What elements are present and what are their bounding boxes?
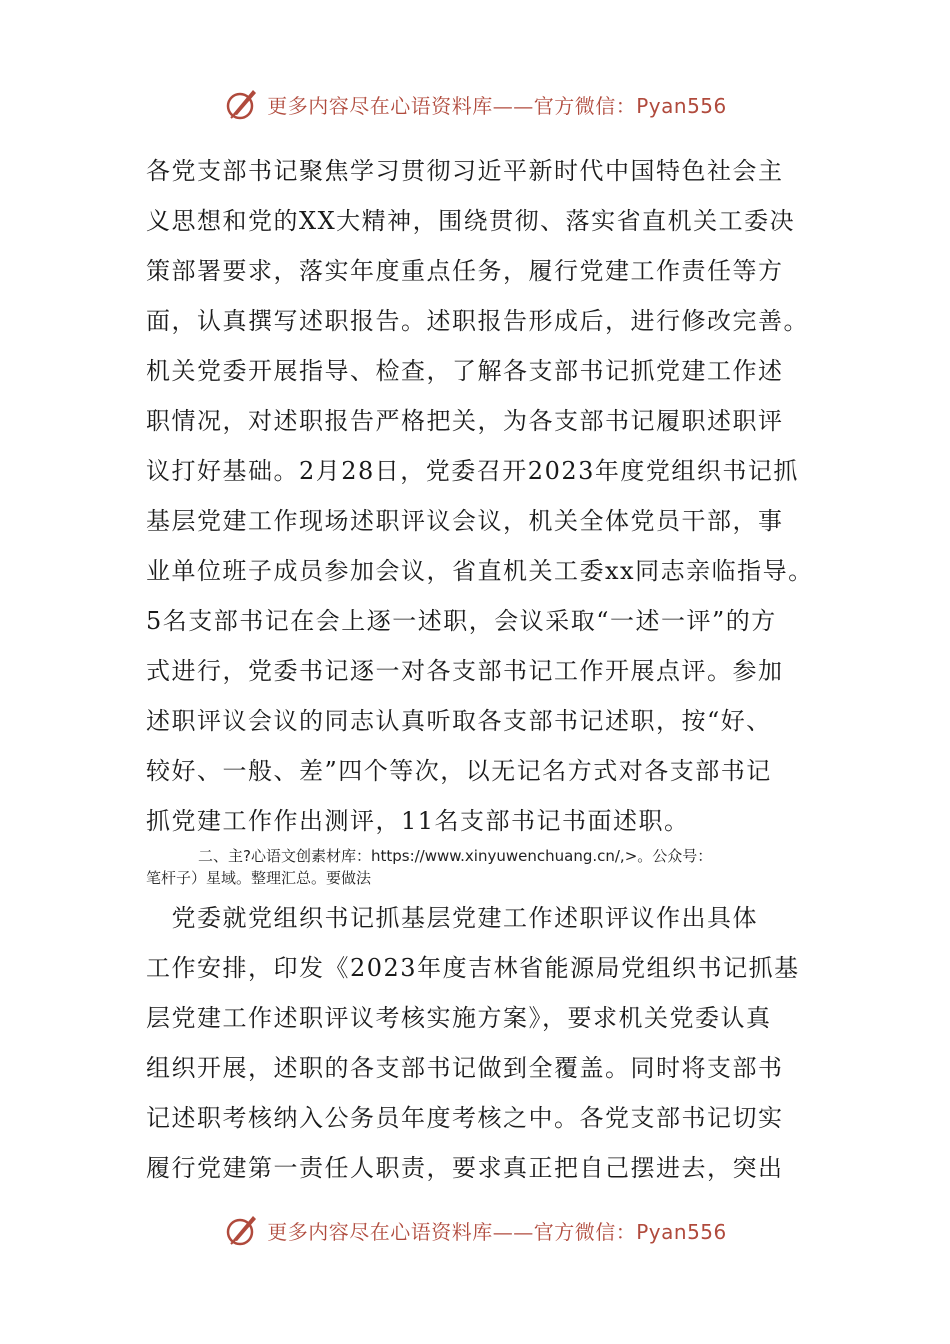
text-line: 职情况，对述职报告严格把关，为各支部书记履职述职评 bbox=[146, 407, 784, 435]
banner-wechat-label: 官方微信： bbox=[533, 1219, 637, 1244]
banner-dash: —— bbox=[492, 1219, 534, 1244]
text-line: 5名支部书记在会上逐一述职，会议采取“一述一评”的方 bbox=[146, 607, 777, 635]
text-line: 层党建工作述职评议考核实施方案》，要求机关党委认真 bbox=[146, 1004, 772, 1032]
banner-wechat-id: Pyan556 bbox=[636, 1219, 727, 1244]
text-line: 机关党委开展指导、检查，了解各支部书记抓党建工作述 bbox=[146, 357, 784, 385]
quill-logo-icon bbox=[223, 84, 263, 124]
banner-slogan-text: 更多内容尽在心语资料库 bbox=[267, 93, 493, 118]
text-line: 业单位班子成员参加会议，省直机关工委xx同志亲临指导。 bbox=[146, 557, 814, 585]
text-line: 工作安排，印发《2023年度吉林省能源局党组织书记抓基 bbox=[146, 954, 800, 982]
footer-banner bbox=[0, 1208, 950, 1252]
banner-wechat-id: Pyan556 bbox=[636, 93, 727, 118]
banner-wechat-label: 官方微信： bbox=[533, 93, 637, 118]
text-line: 义思想和党的XX大精神，围绕贯彻、落实省直机关工委决 bbox=[146, 207, 796, 235]
text-line: 组织开展，述职的各支部书记做到全覆盖。同时将支部书 bbox=[146, 1054, 784, 1082]
quill-logo-icon bbox=[223, 1210, 263, 1250]
text-line: 抓党建工作作出测评，11名支部书记书面述职。 bbox=[146, 807, 690, 835]
text-line: 策部署要求，落实年度重点任务，履行党建工作责任等方 bbox=[146, 257, 784, 285]
text-line: 较好、一般、差”四个等次，以无记名方式对各支部书记 bbox=[146, 757, 772, 785]
text-line: 议打好基础。2月28日，党委召开2023年度党组织书记抓 bbox=[146, 457, 799, 485]
header-banner bbox=[0, 82, 950, 126]
text-line: 记述职考核纳入公务员年度考核之中。各党支部书记切实 bbox=[146, 1104, 784, 1132]
section-note bbox=[146, 845, 816, 889]
paragraph-1 bbox=[146, 146, 814, 846]
text-line: 式进行，党委书记逐一对各支部书记工作开展点评。参加 bbox=[146, 657, 784, 685]
text-line: 各党支部书记聚焦学习贯彻习近平新时代中国特色社会主 bbox=[146, 157, 784, 185]
banner-slogan bbox=[267, 90, 727, 119]
text-line: 履行党建第一责任人职责，要求真正把自己摆进去，突出 bbox=[146, 1154, 784, 1182]
text-line: 党委就党组织书记抓基层党建工作述职评议作出具体 bbox=[146, 904, 758, 932]
banner-slogan bbox=[267, 1216, 727, 1245]
text-line: 基层党建工作现场述职评议会议，机关全体党员干部，事 bbox=[146, 507, 784, 535]
note-line-1: 二、主?心语文创素材库：https://www.xinyuwenchuang.cn/,>。公众号： bbox=[198, 847, 713, 865]
banner-slogan-text: 更多内容尽在心语资料库 bbox=[267, 1219, 493, 1244]
text-line: 述职评议会议的同志认真听取各支部书记述职，按“好、 bbox=[146, 707, 772, 735]
paragraph-2 bbox=[146, 893, 806, 1193]
banner-dash: —— bbox=[492, 93, 534, 118]
text-line: 面，认真撰写述职报告。述职报告形成后，进行修改完善。 bbox=[146, 307, 809, 335]
note-line-2: 笔杆子）星域。整理汇总。要做法 bbox=[146, 869, 372, 887]
